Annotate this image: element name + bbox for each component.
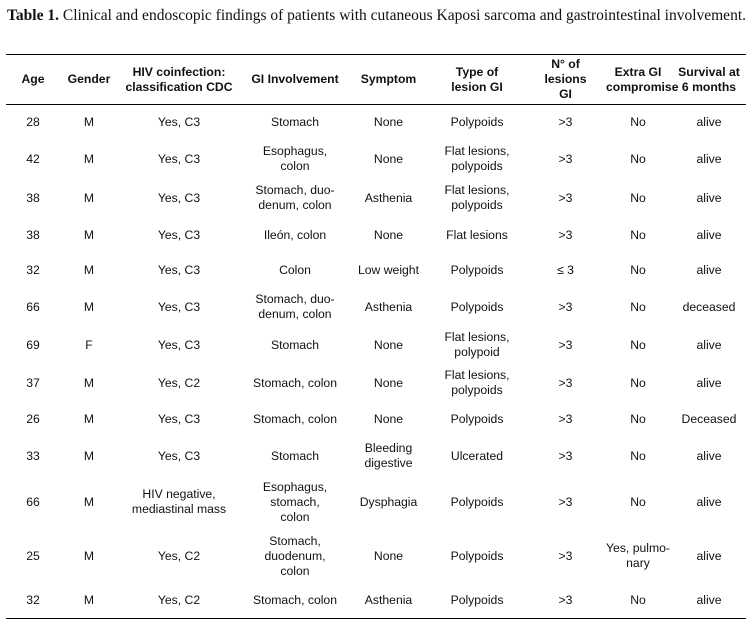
cell-symptom: None bbox=[373, 228, 404, 242]
table-caption-label: Table 1. bbox=[7, 7, 59, 24]
cell-lesion-type: Polypoids bbox=[450, 263, 504, 277]
cell-survival: Deceased bbox=[681, 412, 737, 426]
cell-gi-involvement: Stomach, duodenum, colon bbox=[264, 533, 326, 578]
cell-symptom: Dysphagia bbox=[359, 494, 418, 509]
cell-gi-involvement: Esophagus, stomach, colon bbox=[262, 479, 328, 524]
cell-hiv: Yes, C2 bbox=[157, 548, 201, 563]
table-caption-text: Clinical and endoscopic findings of patients with cutaneous Kaposi sarcoma and gastrointestinal involvement. bbox=[58, 7, 746, 24]
table-row bbox=[6, 178, 746, 218]
cell-lesion-type: Polypoids bbox=[450, 299, 504, 314]
cell-extra-gi: No bbox=[630, 115, 646, 129]
cell-hiv: Yes, C2 bbox=[157, 593, 201, 607]
cell-age: 28 bbox=[26, 115, 40, 129]
cell-hiv: Yes, C3 bbox=[157, 337, 201, 352]
cell-lesion-type: Flat lesions, polypoids bbox=[444, 368, 510, 397]
cell-extra-gi: No bbox=[630, 337, 646, 352]
cell-age: 66 bbox=[26, 494, 40, 509]
cell-age: 37 bbox=[26, 375, 40, 390]
cell-lesion-type: Flat lesions, polypoids bbox=[444, 183, 510, 212]
cell-survival: alive bbox=[696, 593, 722, 607]
cell-extra-gi: No bbox=[630, 448, 646, 463]
cell-survival: alive bbox=[696, 263, 722, 277]
cell-gender: M bbox=[83, 299, 95, 314]
cell-extra-gi: No bbox=[630, 228, 646, 242]
cell-lesion-count: >3 bbox=[558, 190, 573, 205]
cell-gi-involvement: Stomach, colon bbox=[252, 375, 337, 390]
cell-gender: M bbox=[83, 375, 95, 390]
table-row bbox=[6, 437, 746, 475]
cell-symptom: None bbox=[373, 151, 404, 166]
header-lesion-type: Type of lesion GI bbox=[451, 64, 503, 94]
cell-lesion-count: >3 bbox=[558, 151, 573, 166]
table-row bbox=[6, 326, 746, 364]
cell-symptom: Asthenia bbox=[364, 593, 413, 607]
cell-symptom: None bbox=[373, 548, 404, 563]
cell-lesion-count: ≤ 3 bbox=[557, 263, 574, 277]
cell-age: 42 bbox=[26, 151, 40, 166]
cell-extra-gi: No bbox=[630, 593, 646, 607]
cell-age: 26 bbox=[26, 412, 40, 426]
cell-gi-involvement: Stomach, duo- denum, colon bbox=[255, 292, 335, 321]
cell-lesion-type: Ulcerated bbox=[450, 448, 504, 463]
cell-age: 38 bbox=[26, 228, 40, 242]
cell-gender: M bbox=[83, 151, 95, 166]
cell-symptom: None bbox=[373, 115, 404, 129]
header-gender: Gender bbox=[67, 72, 111, 86]
cell-lesion-type: Polypoids bbox=[450, 548, 504, 563]
cell-hiv: Yes, C3 bbox=[157, 412, 201, 426]
cell-lesion-count: >3 bbox=[558, 115, 573, 129]
cell-extra-gi: No bbox=[630, 412, 646, 426]
cell-survival: alive bbox=[696, 448, 722, 463]
header-gi-involvement: GI Involvement bbox=[251, 72, 339, 86]
cell-gi-involvement: Stomach bbox=[270, 337, 320, 352]
cell-extra-gi: No bbox=[630, 494, 646, 509]
findings-table bbox=[6, 54, 746, 619]
cell-lesion-count: >3 bbox=[558, 593, 573, 607]
cell-lesion-count: >3 bbox=[558, 299, 573, 314]
cell-gi-involvement: Stomach, colon bbox=[252, 593, 337, 607]
table-caption bbox=[7, 6, 747, 26]
cell-gi-involvement: Stomach, duo- denum, colon bbox=[255, 183, 335, 212]
cell-gender: M bbox=[83, 190, 95, 205]
cell-lesion-type: Polypoids bbox=[450, 412, 504, 426]
cell-survival: alive bbox=[696, 115, 722, 129]
cell-gender: F bbox=[85, 337, 93, 352]
cell-extra-gi: No bbox=[630, 263, 646, 277]
cell-extra-gi: No bbox=[630, 299, 646, 314]
cell-gender: M bbox=[83, 228, 95, 242]
header-row bbox=[6, 55, 746, 105]
cell-gi-involvement: Stomach bbox=[270, 115, 320, 129]
cell-gi-involvement: Stomach bbox=[270, 448, 320, 463]
cell-gi-involvement: Ileón, colon bbox=[263, 228, 327, 242]
cell-symptom: None bbox=[373, 412, 404, 426]
cell-survival: alive bbox=[696, 228, 722, 242]
cell-survival: alive bbox=[696, 151, 722, 166]
table-row bbox=[6, 402, 746, 437]
cell-age: 66 bbox=[26, 299, 40, 314]
cell-hiv: Yes, C3 bbox=[157, 263, 201, 277]
cell-extra-gi: No bbox=[630, 151, 646, 166]
cell-age: 33 bbox=[26, 448, 40, 463]
cell-lesion-count: >3 bbox=[558, 337, 573, 352]
cell-age: 32 bbox=[26, 263, 40, 277]
cell-hiv: HIV negative, mediastinal mass bbox=[131, 487, 227, 516]
cell-gi-involvement: Colon bbox=[279, 263, 311, 277]
cell-age: 32 bbox=[26, 593, 40, 607]
cell-gender: M bbox=[83, 494, 95, 509]
cell-hiv: Yes, C3 bbox=[157, 190, 201, 205]
cell-extra-gi: No bbox=[630, 375, 646, 390]
cell-hiv: Yes, C3 bbox=[157, 151, 201, 166]
table-header bbox=[6, 55, 746, 105]
table-row bbox=[6, 105, 746, 141]
cell-lesion-count: >3 bbox=[558, 548, 573, 563]
cell-lesion-count: >3 bbox=[558, 228, 573, 242]
cell-gender: M bbox=[83, 263, 95, 277]
cell-lesion-type: Polypoids bbox=[450, 494, 504, 509]
cell-age: 25 bbox=[26, 548, 40, 563]
cell-survival: alive bbox=[696, 375, 722, 390]
header-survival: Survival at 6 months bbox=[678, 64, 740, 94]
cell-lesion-count: >3 bbox=[558, 448, 573, 463]
table-row bbox=[6, 475, 746, 529]
cell-symptom: Low weight bbox=[358, 263, 419, 277]
cell-symptom: Bleeding digestive bbox=[364, 441, 413, 470]
cell-lesion-count: >3 bbox=[558, 375, 573, 390]
cell-hiv: Yes, C3 bbox=[157, 228, 201, 242]
header-symptom: Symptom bbox=[360, 72, 417, 86]
cell-hiv: Yes, C3 bbox=[157, 299, 201, 314]
cell-lesion-type: Flat lesions, polypoid bbox=[444, 330, 510, 359]
table-row bbox=[6, 288, 746, 326]
cell-survival: alive bbox=[696, 337, 722, 352]
cell-lesion-count: >3 bbox=[558, 494, 573, 509]
findings-table-container bbox=[6, 54, 746, 619]
cell-gender: M bbox=[83, 548, 95, 563]
cell-extra-gi: No bbox=[630, 190, 646, 205]
cell-lesion-type: Flat lesions bbox=[446, 228, 508, 242]
cell-age: 38 bbox=[26, 190, 40, 205]
cell-survival: alive bbox=[696, 190, 722, 205]
header-hiv-coinfection: HIV coinfection: classification CDC bbox=[125, 64, 233, 94]
cell-lesion-type: Flat lesions, polypoids bbox=[444, 144, 510, 173]
cell-gender: M bbox=[83, 593, 95, 607]
cell-symptom: None bbox=[373, 337, 404, 352]
cell-survival: deceased bbox=[682, 299, 736, 314]
cell-age: 69 bbox=[26, 337, 40, 352]
cell-lesion-type: Polypoids bbox=[450, 593, 504, 607]
cell-gi-involvement: Stomach, colon bbox=[252, 412, 337, 426]
cell-symptom: Asthenia bbox=[364, 190, 413, 205]
table-row bbox=[6, 253, 746, 288]
table-row bbox=[6, 529, 746, 583]
cell-gender: M bbox=[83, 448, 95, 463]
cell-hiv: Yes, C3 bbox=[157, 115, 201, 129]
header-age: Age bbox=[21, 72, 45, 86]
cell-survival: alive bbox=[696, 494, 722, 509]
cell-lesion-type: Polypoids bbox=[450, 115, 504, 129]
header-lesion-count: N° of lesions GI bbox=[544, 57, 587, 101]
cell-hiv: Yes, C3 bbox=[157, 448, 201, 463]
cell-gi-involvement: Esophagus, colon bbox=[262, 144, 328, 173]
table-row bbox=[6, 583, 746, 619]
cell-lesion-count: >3 bbox=[558, 412, 573, 426]
cell-extra-gi: Yes, pulmo- nary bbox=[606, 541, 670, 570]
cell-survival: alive bbox=[696, 548, 722, 563]
cell-gender: M bbox=[83, 115, 95, 129]
table-row bbox=[6, 140, 746, 178]
cell-gender: M bbox=[83, 412, 95, 426]
header-extra-gi: Extra GI compromise bbox=[606, 64, 679, 94]
cell-symptom: Asthenia bbox=[364, 299, 413, 314]
table-row bbox=[6, 218, 746, 253]
cell-symptom: None bbox=[373, 375, 404, 390]
table-row bbox=[6, 364, 746, 402]
table-body bbox=[6, 105, 746, 619]
cell-hiv: Yes, C2 bbox=[157, 375, 201, 390]
